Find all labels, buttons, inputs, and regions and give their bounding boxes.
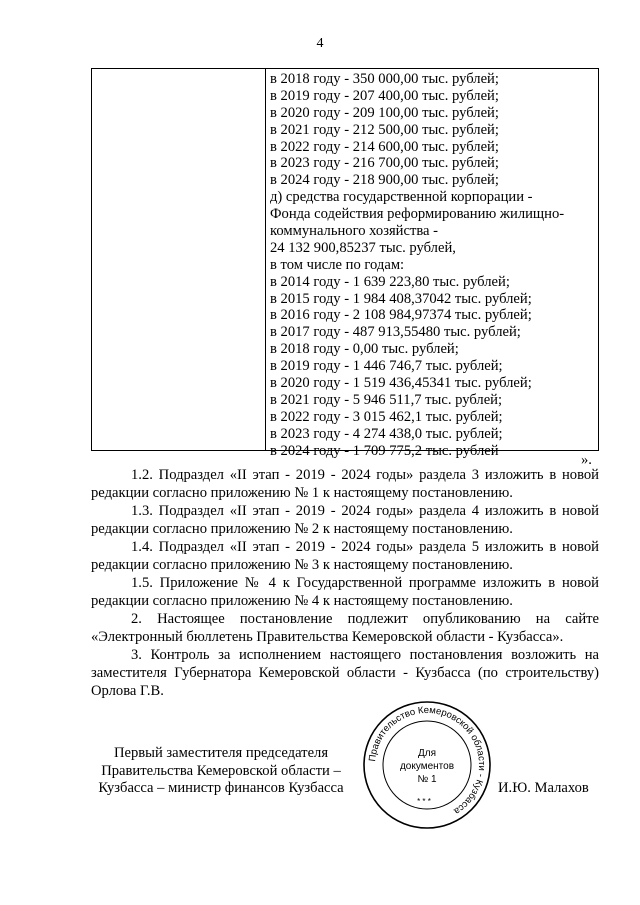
paragraph-line: 1.2. Подраздел «II этап - 2019 - 2024 годы» раздела 3 изложить в новой [131, 467, 599, 483]
paragraph-line: 2. Настоящее постановление подлежит опубликованию на сайте [131, 611, 599, 627]
funding-table [91, 68, 599, 459]
paragraph [91, 538, 599, 574]
table-line: в 2017 году - 487 913,55480 тыс. рублей; [270, 324, 521, 341]
closing-quote: ». [581, 452, 592, 468]
signatory-position-line: Кузбасса – министр финансов Кузбасса [98, 780, 344, 796]
table-line: в 2019 году - 207 400,00 тыс. рублей; [270, 87, 499, 104]
table-line: в 2019 году - 1 446 746,7 тыс. рублей; [270, 358, 503, 375]
stamp-stars: * * * [417, 797, 431, 806]
table-line: д) средства государственной корпорации - [270, 189, 533, 206]
paragraph [91, 646, 599, 700]
stamp-ring-text: Правительство Кемеровской области - Кузбасса [367, 704, 488, 817]
page-number: 4 [316, 36, 324, 51]
table-line: 24 132 900,85237 тыс. рублей, [270, 239, 456, 256]
signatory-position [91, 745, 351, 798]
table-line: в 2015 году - 1 984 408,37042 тыс. рублей; [270, 290, 532, 307]
table-line: коммунального хозяйства - [270, 223, 439, 240]
paragraph-line: Орлова Г.В. [91, 683, 164, 699]
table-line: в 2020 году - 1 519 436,45341 тыс. рублей; [270, 375, 532, 392]
table-line: в 2020 году - 209 100,00 тыс. рублей; [270, 104, 499, 121]
table-line: в 2016 году - 2 108 984,97374 тыс. рублей; [270, 307, 532, 324]
table-line: в 2021 году - 212 500,00 тыс. рублей; [270, 121, 499, 138]
table-line: в 2024 году - 1 709 775,2 тыс. рублей [270, 442, 499, 459]
paragraph-line: 1.5. Приложение № 4 к Государственной программе изложить в новой [131, 575, 599, 591]
funding-table-cell [270, 71, 596, 459]
signatory-position-line: Правительства Кемеровской области – [101, 762, 341, 779]
table-line: в 2022 году - 3 015 462,1 тыс. рублей; [270, 408, 503, 425]
paragraph-line: 1.3. Подраздел «II этап - 2019 - 2024 годы» раздела 4 изложить в новой [131, 503, 599, 519]
paragraph-line: заместителя Губернатора Кемеровской области - Кузбасса (по строительству) [91, 665, 599, 681]
table-line: в 2018 году - 350 000,00 тыс. рублей; [270, 71, 499, 87]
paragraph-line: 3. Контроль за исполнением настоящего постановления возложить на [131, 647, 599, 663]
table-line: в 2021 году - 5 946 511,7 тыс. рублей; [270, 391, 503, 408]
paragraph-line: 1.4. Подраздел «II этап - 2019 - 2024 годы» раздела 5 изложить в новой [131, 539, 599, 555]
paragraph-line: редакции согласно приложению № 4 к настоящему постановлению. [91, 593, 513, 609]
stamp-center-line: документов [399, 761, 455, 772]
table-line: в 2023 году - 4 274 438,0 тыс. рублей; [270, 425, 503, 442]
table-line: Фонда содействия реформированию жилищно- [270, 206, 565, 223]
table-line: в 2024 году - 218 900,00 тыс. рублей; [270, 172, 499, 189]
signatory-position-line: Первый заместителя председателя [113, 745, 329, 761]
table-line: в том числе по годам: [270, 256, 405, 273]
stamp-center-line: Для [417, 748, 437, 759]
paragraph-line: редакции согласно приложению № 3 к настоящему постановлению. [91, 557, 513, 573]
resolution-paragraphs [91, 466, 599, 700]
signatory-name: И.Ю. Малахов [498, 780, 589, 796]
table-line: в 2018 году - 0,00 тыс. рублей; [270, 341, 459, 358]
paragraph [91, 502, 599, 538]
paragraph-line: редакции согласно приложению № 2 к настоящему постановлению. [91, 521, 513, 537]
paragraph [91, 610, 599, 646]
table-column-divider [265, 69, 266, 450]
official-stamp [362, 700, 492, 830]
stamp-center-line: № 1 [417, 774, 437, 785]
table-line: в 2022 году - 214 600,00 тыс. рублей; [270, 138, 499, 155]
table-line: в 2014 году - 1 639 223,80 тыс. рублей; [270, 273, 510, 290]
paragraph-line: «Электронный бюллетень Правительства Кемеровской области - Кузбасса». [91, 629, 564, 645]
table-line: в 2023 году - 216 700,00 тыс. рублей; [270, 155, 499, 172]
paragraph [91, 574, 599, 610]
paragraph [91, 466, 599, 502]
paragraph-line: редакции согласно приложению № 1 к настоящему постановлению. [91, 485, 513, 501]
